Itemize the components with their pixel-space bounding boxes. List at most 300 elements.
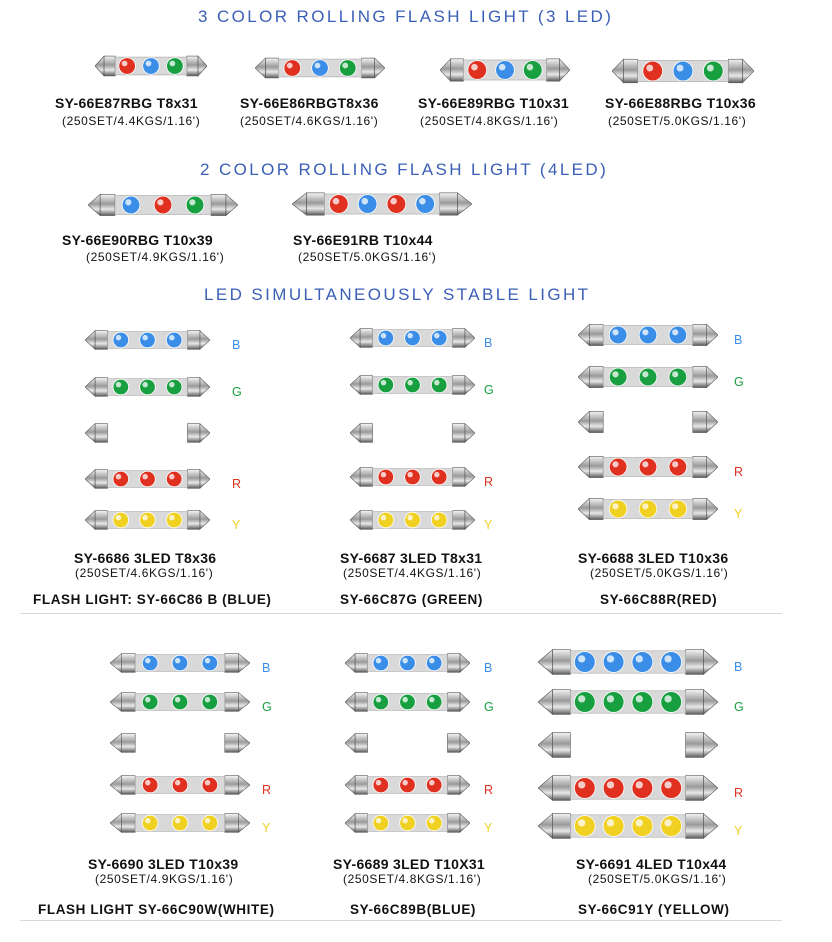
led-highlight [429,658,434,663]
led-highlight [419,198,426,205]
bulb-end-cap [345,776,368,795]
bulb-end-cap [538,650,570,675]
festoon-bulb-image [345,728,470,758]
led-Y [113,512,129,528]
led-Y [172,815,188,831]
led-highlight [646,65,653,72]
led-G [378,377,394,393]
led-highlight [578,655,585,662]
bulb-end-cap [187,56,207,76]
led-B [673,61,693,81]
led-highlight [578,781,585,788]
bulb-end-cap [188,331,211,350]
color-code-label: Y [262,821,271,835]
flash-light-note: SY-66C89B(BLUE) [350,902,477,917]
festoon-bulb-image [350,462,475,492]
led-B [431,330,447,346]
bulb-end-cap [188,511,211,530]
led-G [574,692,595,713]
led-G [661,692,682,713]
color-code-label: B [262,661,271,675]
led-highlight [116,515,121,520]
led-R [639,458,657,476]
bulb-end-cap [211,194,238,215]
bulb-end-cap [440,193,472,215]
led-G [202,694,218,710]
festoon-bulb-image [350,505,475,535]
bulb-end-cap [345,693,368,712]
festoon-bulb-image [85,325,210,355]
led-highlight [407,380,412,385]
section-title-3-color-rolling: 3 COLOR ROLLING FLASH LIGHT (3 LED) [198,7,614,26]
led-highlight [664,695,671,702]
bulb-end-cap [85,511,108,530]
led-R [140,471,156,487]
product-model: SY-66E90RBG T10x39 [62,232,213,248]
product-model: SY-66E89RBG T10x31 [418,95,569,111]
packing-info: (250SET/4.4KGS/1.16') [343,566,482,580]
led-G [523,61,542,80]
led-highlight [142,382,147,387]
led-B [312,60,329,77]
led-highlight [642,461,648,467]
led-Y [373,815,389,831]
led-highlight [612,329,618,335]
bulb-end-cap [225,693,250,712]
led-B [669,326,687,344]
led-Y [142,815,158,831]
led-G [426,694,442,710]
led-R [373,777,389,793]
led-highlight [146,61,152,67]
led-B [202,655,218,671]
led-G [339,60,356,77]
color-code-label: Y [484,821,493,835]
led-highlight [376,697,381,702]
led-R [284,60,301,77]
led-R [574,778,595,799]
led-B [400,655,416,671]
led-B [632,652,653,673]
bulb-end-cap [255,58,278,78]
led-R [426,777,442,793]
divider [20,920,782,921]
packing-info: (250SET/4.8KGS/1.16') [420,114,559,128]
led-highlight [116,382,121,387]
led-R [603,778,624,799]
festoon-bulb-image [110,770,250,800]
led-highlight [612,503,618,509]
led-B [405,330,421,346]
led-B [574,652,595,673]
color-code-label: B [484,336,493,350]
color-code-label: Y [232,518,241,532]
led-highlight [578,819,585,826]
led-R [113,471,129,487]
led-highlight [664,655,671,662]
led-G [166,379,182,395]
bulb-end-cap [88,194,115,215]
bulb-end-cap [693,411,718,432]
festoon-bulb-image [85,418,210,448]
bulb-end-cap [686,733,718,758]
led-G [639,368,657,386]
led-G [405,377,421,393]
led-R [202,777,218,793]
led-R [166,471,182,487]
bulb-end-cap [448,693,471,712]
festoon-bulb-image [85,372,210,402]
led-G [669,368,687,386]
festoon-bulb-image [578,450,718,484]
led-highlight [402,780,407,785]
bulb-end-cap [225,734,250,753]
color-code-label: G [734,375,744,389]
section-title-stable-light: LED SIMULTANEOUSLY STABLE LIGHT [204,285,591,304]
led-highlight [175,818,180,823]
led-Y [609,500,627,518]
led-highlight [205,818,210,823]
color-code-label: B [484,661,493,675]
led-R [669,458,687,476]
bulb-end-cap [225,814,250,833]
led-highlight [664,819,671,826]
packing-info: (250SET/5.0KGS/1.16') [298,250,437,264]
color-code-label: R [484,783,494,797]
bulb-end-cap [350,468,373,487]
led-R [329,195,348,214]
led-highlight [169,515,174,520]
led-highlight [205,697,210,702]
led-R [405,469,421,485]
festoon-bulb-image [578,405,718,439]
led-Y [400,815,416,831]
bulb-end-cap [110,814,135,833]
color-code-label: G [734,700,744,714]
led-highlight [175,658,180,663]
led-B [426,655,442,671]
led-B [416,195,435,214]
bulb-end-cap [693,498,718,519]
led-G [431,377,447,393]
bulb-end-cap [85,378,108,397]
product-model: SY-6690 3LED T10x39 [88,856,239,872]
led-highlight [607,819,614,826]
led-R [609,458,627,476]
led-R [172,777,188,793]
led-highlight [471,64,478,71]
bulb-end-cap [188,378,211,397]
bulb-end-cap [686,776,718,801]
led-B [639,326,657,344]
led-G [632,692,653,713]
led-highlight [407,515,412,520]
led-highlight [142,474,147,479]
led-highlight [612,371,618,377]
led-highlight [381,333,386,338]
packing-info: (250SET/5.0KGS/1.16') [608,114,747,128]
bulb-end-cap [350,376,373,395]
led-highlight [376,818,381,823]
led-B [378,330,394,346]
led-highlight [145,780,150,785]
led-highlight [116,335,121,340]
led-B [661,652,682,673]
led-highlight [122,61,128,67]
led-highlight [333,198,340,205]
led-highlight [499,64,506,71]
flash-light-note: SY-66C88R(RED) [600,592,718,607]
led-highlight [390,198,397,205]
led-highlight [145,818,150,823]
led-B [140,332,156,348]
color-code-label: Y [734,507,743,521]
color-code-label: B [232,338,241,352]
bulb-end-cap [345,734,368,753]
bulb-end-cap [578,456,603,477]
festoon-bulb-image [85,505,210,535]
led-highlight [642,329,648,335]
bulb-end-cap [292,193,324,215]
bulb-end-cap [453,329,476,348]
led-highlight [402,697,407,702]
led-highlight [429,697,434,702]
color-code-label: G [484,383,494,397]
led-highlight [672,503,678,509]
led-highlight [169,61,175,67]
bulb-end-cap [350,424,373,443]
festoon-bulb-image [538,642,718,682]
flash-light-note: FLASH LIGHT SY-66C90W(WHITE) [38,902,275,917]
bulb-end-cap [440,59,463,81]
festoon-bulb-image [110,687,250,717]
led-highlight [434,380,439,385]
led-B [358,195,377,214]
product-model: SY-6686 3LED T8x36 [74,550,217,566]
led-G [142,694,158,710]
led-Y [632,816,653,837]
bulb-end-cap [538,690,570,715]
festoon-bulb-image [578,318,718,352]
festoon-bulb-image [85,464,210,494]
led-Y [639,500,657,518]
bulb-end-cap [345,654,368,673]
led-highlight [429,818,434,823]
bulb-end-cap [578,411,603,432]
bulb-end-cap [448,776,471,795]
led-highlight [145,658,150,663]
led-highlight [636,781,643,788]
festoon-bulb-image [538,682,718,722]
led-highlight [175,780,180,785]
led-highlight [672,461,678,467]
product-model: SY-66E91RB T10x44 [293,232,433,248]
led-highlight [169,474,174,479]
product-model: SY-6689 3LED T10X31 [333,856,486,872]
led-R [468,61,487,80]
festoon-bulb-image [350,418,475,448]
product-model: SY-66E87RBG T8x31 [55,95,198,111]
bulb-end-cap [453,468,476,487]
festoon-bulb-image [255,52,385,84]
led-G [703,61,723,81]
color-code-label: R [232,477,242,491]
section-title-2-color-rolling: 2 COLOR ROLLING FLASH LIGHT (4LED) [200,160,609,179]
divider [20,613,782,614]
festoon-bulb-image [110,648,250,678]
led-highlight [677,65,684,72]
packing-info: (250SET/4.8KGS/1.16') [343,872,482,886]
led-G [373,694,389,710]
led-highlight [672,371,678,377]
color-code-label: R [484,475,494,489]
led-highlight [642,371,648,377]
led-highlight [636,695,643,702]
product-model: SY-6688 3LED T10x36 [578,550,729,566]
product-model: SY-66E86RBGT8x36 [240,95,379,111]
bulb-end-cap [453,424,476,443]
led-R [431,469,447,485]
led-Y [405,512,421,528]
led-R [119,58,136,75]
bulb-end-cap [578,324,603,345]
led-highlight [315,63,321,69]
led-highlight [707,65,714,72]
led-highlight [116,474,121,479]
color-code-label: Y [484,518,493,532]
led-highlight [169,382,174,387]
led-highlight [205,780,210,785]
led-highlight [342,63,348,69]
festoon-bulb-image [350,323,475,353]
led-highlight [175,697,180,702]
led-highlight [664,781,671,788]
packing-info: (250SET/4.6KGS/1.16') [75,566,214,580]
led-highlight [142,515,147,520]
led-R [661,778,682,799]
bulb-end-cap [538,814,570,839]
color-code-label: R [734,465,744,479]
led-highlight [434,515,439,520]
led-highlight [527,64,534,71]
led-R [142,777,158,793]
bulb-end-cap [362,58,385,78]
led-highlight [402,818,407,823]
festoon-bulb-image [88,188,238,222]
bulb-end-cap [85,331,108,350]
bulb-end-cap [448,814,471,833]
led-highlight [434,472,439,477]
led-R [643,61,663,81]
bulb-end-cap [686,814,718,839]
led-highlight [125,199,131,205]
festoon-bulb-image [95,50,207,82]
led-Y [166,512,182,528]
bulb-end-cap [538,733,570,758]
led-highlight [407,472,412,477]
bulb-end-cap [728,59,754,83]
led-highlight [145,697,150,702]
bulb-end-cap [110,693,135,712]
led-Y [140,512,156,528]
led-Y [574,816,595,837]
bulb-end-cap [95,56,115,76]
bulb-end-cap [547,59,570,81]
flash-light-note: SY-66C87G (GREEN) [340,592,483,607]
color-code-label: R [734,786,744,800]
packing-info: (250SET/5.0KGS/1.16') [590,566,729,580]
packing-info: (250SET/5.0KGS/1.16') [588,872,727,886]
bulb-end-cap [693,366,718,387]
led-highlight [642,503,648,509]
led-highlight [376,780,381,785]
led-B [166,332,182,348]
led-G [186,196,204,214]
festoon-bulb-image [440,52,570,88]
festoon-bulb-image [110,728,250,758]
color-code-label: B [734,333,743,347]
flash-light-note: SY-66C91Y (YELLOW) [578,902,730,917]
led-B [143,58,160,75]
led-highlight [578,695,585,702]
festoon-bulb-image [578,360,718,394]
led-G [609,368,627,386]
led-highlight [381,515,386,520]
bulb-end-cap [612,59,638,83]
led-B [122,196,140,214]
led-R [387,195,406,214]
led-R [632,778,653,799]
led-B [142,655,158,671]
led-highlight [429,780,434,785]
led-Y [378,512,394,528]
bulb-end-cap [693,324,718,345]
led-highlight [607,781,614,788]
led-highlight [381,380,386,385]
festoon-bulb-image [345,648,470,678]
led-B [172,655,188,671]
led-highlight [407,333,412,338]
bulb-end-cap [85,470,108,489]
bulb-end-cap [453,511,476,530]
bulb-end-cap [693,456,718,477]
festoon-bulb-image [538,806,718,846]
bulb-end-cap [110,776,135,795]
led-B [373,655,389,671]
led-Y [661,816,682,837]
led-R [378,469,394,485]
led-R [400,777,416,793]
bulb-end-cap [578,498,603,519]
festoon-bulb-image [538,725,718,765]
led-highlight [607,655,614,662]
led-highlight [612,461,618,467]
led-R [154,196,172,214]
led-highlight [636,655,643,662]
led-G [167,58,184,75]
led-Y [202,815,218,831]
led-Y [431,512,447,528]
festoon-bulb-image [578,492,718,526]
festoon-bulb-image [292,186,472,222]
led-highlight [362,198,369,205]
led-B [113,332,129,348]
color-code-label: B [734,660,743,674]
led-highlight [381,472,386,477]
led-highlight [636,819,643,826]
bulb-end-cap [350,329,373,348]
led-highlight [402,658,407,663]
